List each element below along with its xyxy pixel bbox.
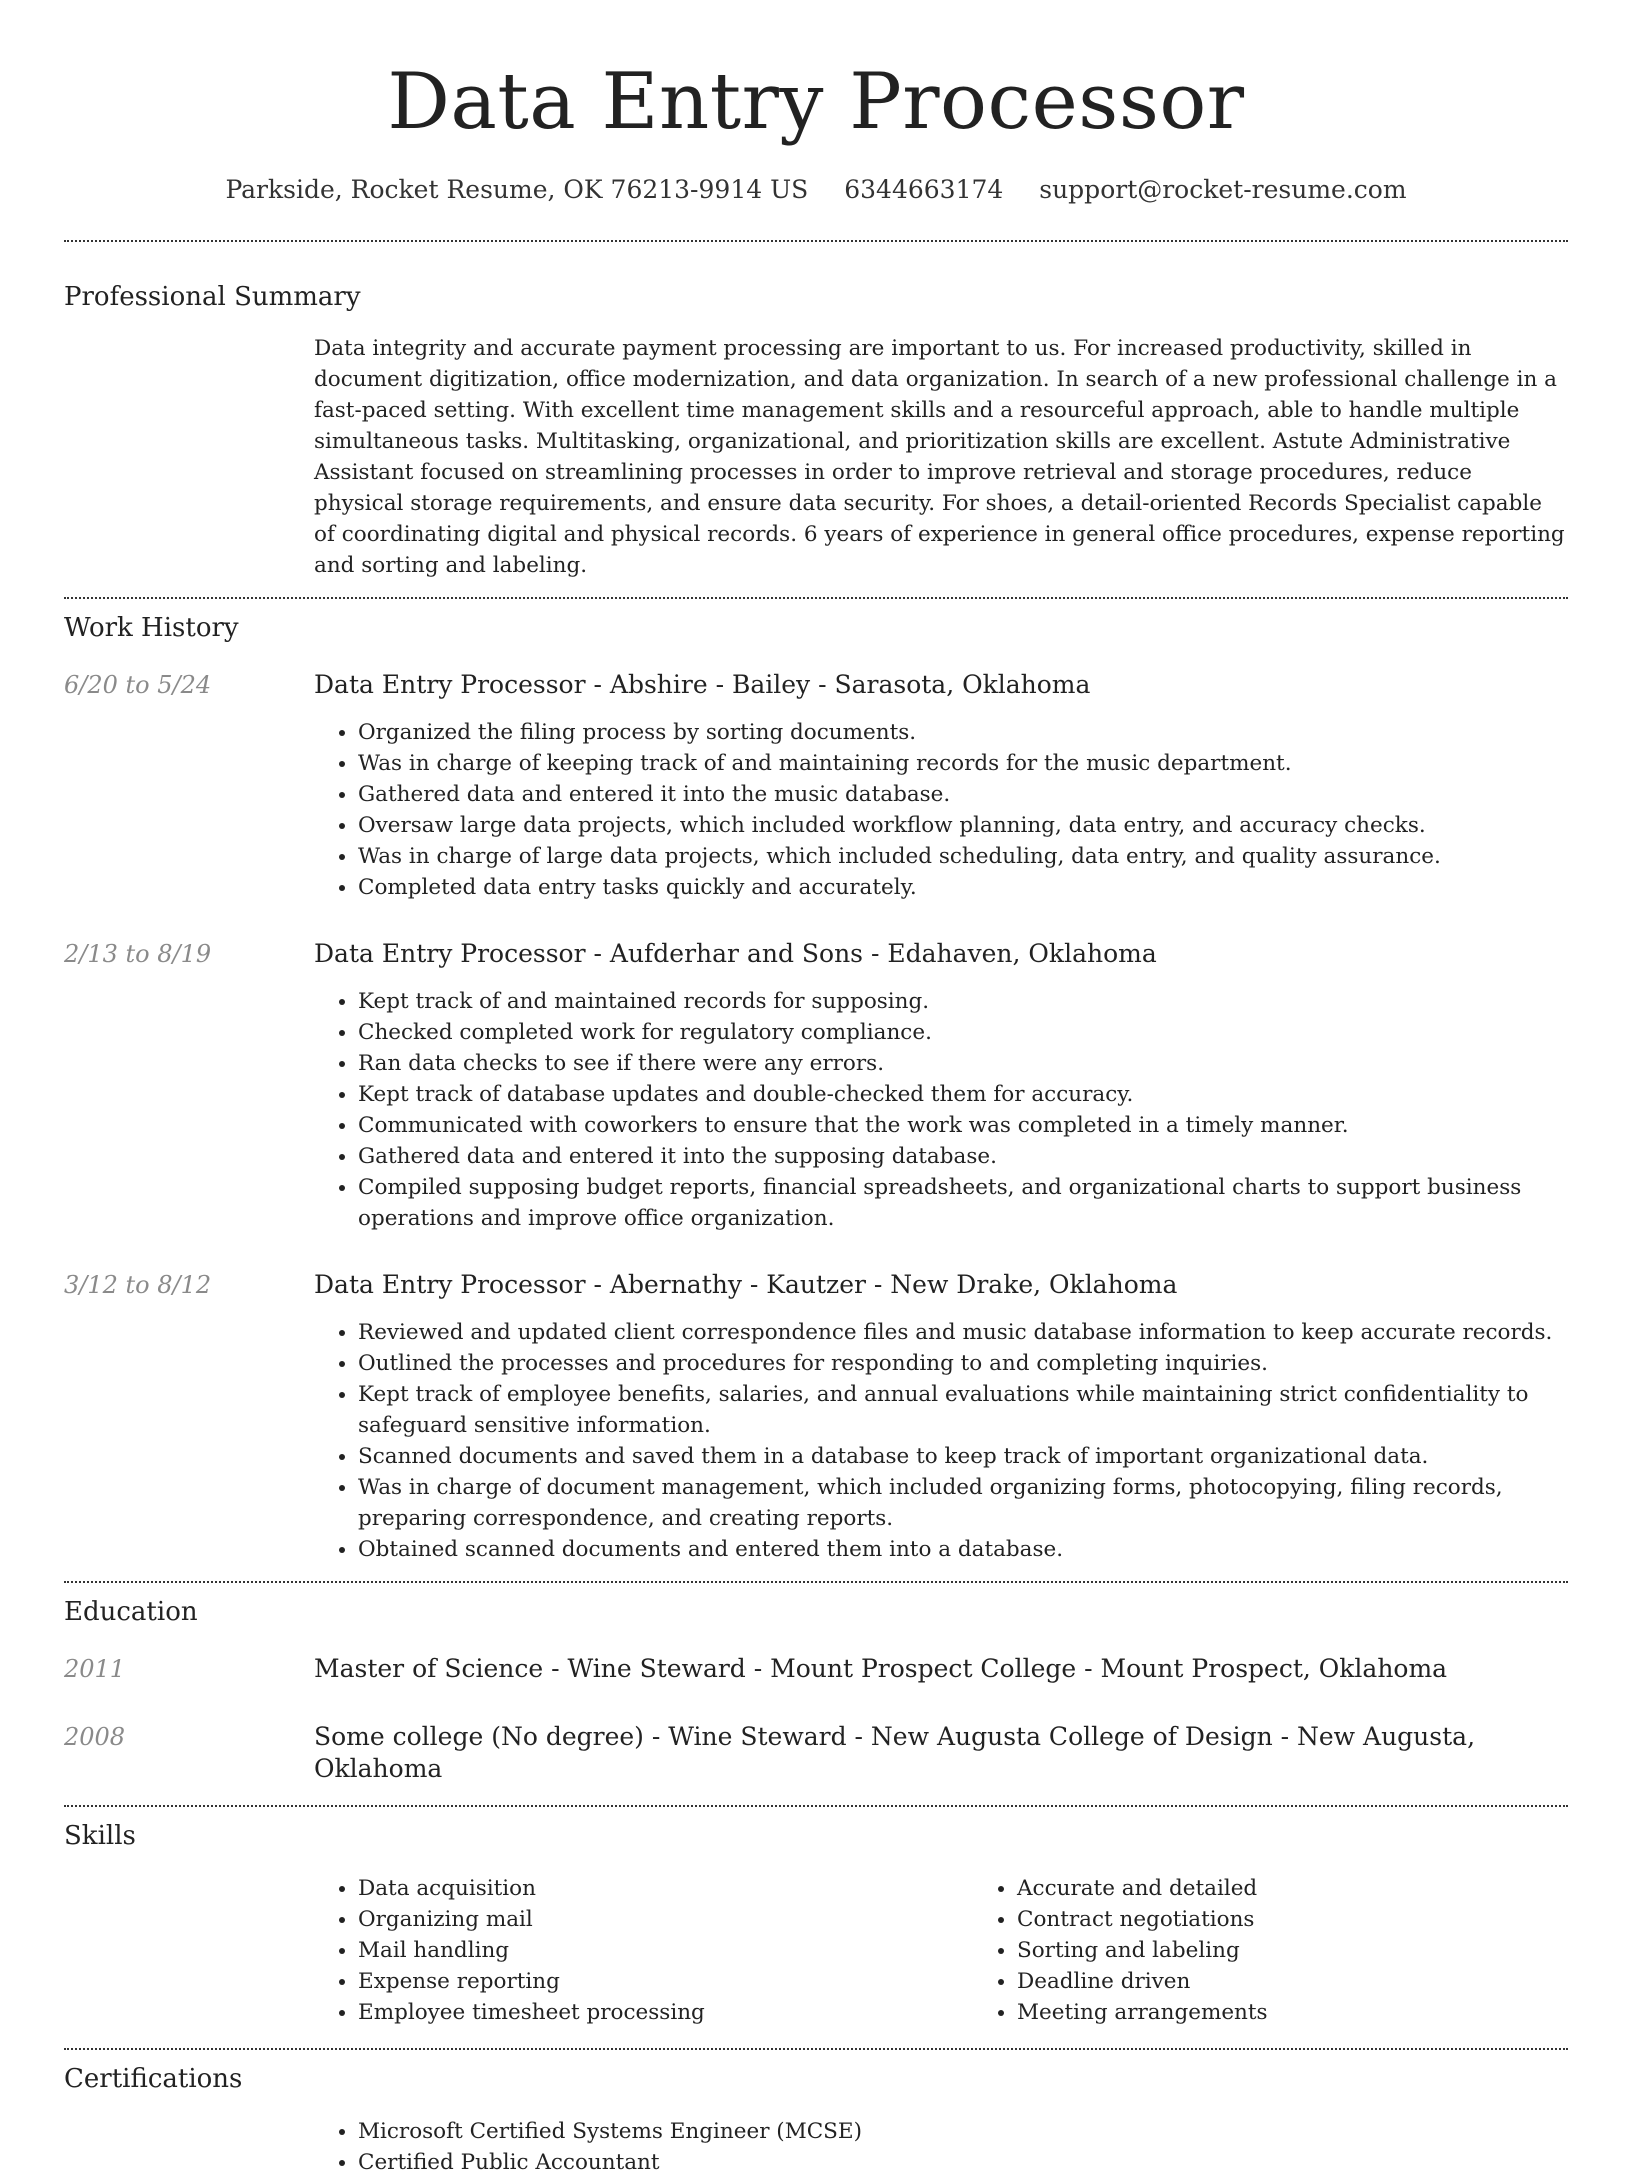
list-item: • Microsoft Certified Systems Engineer (MCSE) (358, 2116, 1568, 2147)
contact-address: Parkside, Rocket Resume, OK 76213-9914 US (225, 175, 809, 204)
education-section (64, 1583, 1568, 1785)
job-dates: 2/13 to 8/19 (64, 940, 212, 968)
list-item: • Completed data entry tasks quickly and accurately. (358, 872, 1568, 903)
job-dates: 6/20 to 5/24 (64, 671, 212, 699)
list-item: • Certified Public Accountant (358, 2147, 1568, 2178)
list-item: • Oversaw large data projects, which included workflow planning, data entry, and accuracy checks. (358, 810, 1568, 841)
job-bullets (314, 1317, 1568, 1565)
list-item: • Was in charge of large data projects, which included scheduling, data entry, and quality assurance. (358, 841, 1568, 872)
certifications-left-spacer (64, 2116, 314, 2178)
list-item: • Employee timesheet processing (358, 1997, 973, 2028)
candidate-name: Data Entry Processor (387, 57, 1245, 147)
education-entry (64, 1721, 1568, 1785)
list-item: • Contract negotiations (1017, 1904, 1632, 1935)
job-bullets (314, 986, 1568, 1234)
list-item: • Kept track of database updates and double-checked them for accuracy. (358, 1079, 1568, 1110)
skills-section (64, 1807, 1568, 2028)
list-item: • Accurate and detailed (1017, 1873, 1632, 1904)
list-item: • Kept track of and maintained records for supposing. (358, 986, 1568, 1017)
list-item: • Data acquisition (358, 1873, 973, 1904)
section-title-work: Work History (64, 613, 239, 643)
list-item: • Was in charge of document management, which included organizing forms, photocopying, filing records, preparing correspondence, and creating reports. (358, 1472, 1568, 1534)
list-item: • Deadline driven (1017, 1966, 1632, 1997)
list-item: • Organized the filing process by sorting documents. (358, 717, 1568, 748)
list-item: • Meeting arrangements (1017, 1997, 1632, 2028)
education-year: 2011 (64, 1655, 126, 1683)
list-item: • Reviewed and updated client correspondence files and music database information to keep accurate records. (358, 1317, 1568, 1348)
job-title: Data Entry Processor - Aufderhar and Sons - Edahaven, Oklahoma (314, 939, 1157, 968)
section-title-certifications: Certifications (64, 2064, 243, 2094)
section-title-skills: Skills (64, 1821, 136, 1851)
skills-list-right (973, 1873, 1632, 2028)
job-bullets (314, 717, 1568, 903)
education-text: Master of Science - Wine Steward - Mount Prospect College - Mount Prospect, Oklahoma (314, 1654, 1448, 1683)
list-item: • Expense reporting (358, 1966, 973, 1997)
summary-text: Data integrity and accurate payment processing are important to us. For increased productivity, skilled in document digitization, office modernization, and data organization. In search of a new professional challenge in a fast-paced setting. With excellent time management skills and a resourceful approach, able to handle multiple simultaneous tasks. Multitasking, organizational, and prioritization skills are excellent. Astute Administrative Assistant focused on streamlining processes in order to improve retrieval and storage procedures, reduce physical storage requirements, and ensure data security. For shoes, a detail-oriented Records Specialist capable of coordinating digital and physical records. 6 years of experience in general office procedures, expense reporting and sorting and labeling. (314, 336, 1565, 578)
section-title-summary: Professional Summary (64, 282, 361, 312)
job-entry (64, 669, 1568, 903)
certifications-list (314, 2116, 1568, 2178)
summary-section (64, 242, 1568, 581)
list-item: • Outlined the processes and procedures for responding to and completing inquiries. (358, 1348, 1568, 1379)
list-item: • Checked completed work for regulatory compliance. (358, 1017, 1568, 1048)
list-item: • Ran data checks to see if there were any errors. (358, 1048, 1568, 1079)
list-item: • Gathered data and entered it into the supposing database. (358, 1141, 1568, 1172)
contact-phone: 6344663174 (844, 175, 1004, 204)
list-item: • Mail handling (358, 1935, 973, 1966)
certifications-section (64, 2050, 1568, 2178)
summary-left-spacer (64, 333, 314, 581)
job-entry (64, 1269, 1568, 1565)
section-title-education: Education (64, 1597, 198, 1627)
work-history-section (64, 599, 1568, 1565)
job-title: Data Entry Processor - Abshire - Bailey - Sarasota, Oklahoma (314, 670, 1091, 699)
list-item: • Kept track of employee benefits, salaries, and annual evaluations while maintaining strict confidentiality to safeguard sensitive information. (358, 1379, 1568, 1441)
skills-left-spacer (64, 1873, 314, 2028)
contact-line (64, 174, 1568, 206)
list-item: • Sorting and labeling (1017, 1935, 1632, 1966)
education-text: Some college (No degree) - Wine Steward - New Augusta College of Design - New Augusta, Oklahoma (314, 1722, 1476, 1783)
list-item: • Scanned documents and saved them in a database to keep track of important organizational data. (358, 1441, 1568, 1472)
list-item: • Gathered data and entered it into the music database. (358, 779, 1568, 810)
education-entry (64, 1653, 1568, 1685)
education-year: 2008 (64, 1723, 126, 1751)
list-item: • Compiled supposing budget reports, financial spreadsheets, and organizational charts to support business operations and improve office organization. (358, 1172, 1568, 1234)
job-dates: 3/12 to 8/12 (64, 1271, 212, 1299)
list-item: • Communicated with coworkers to ensure that the work was completed in a timely manner. (358, 1110, 1568, 1141)
list-item: • Organizing mail (358, 1904, 973, 1935)
job-title: Data Entry Processor - Abernathy - Kautzer - New Drake, Oklahoma (314, 1270, 1178, 1299)
list-item: • Obtained scanned documents and entered them into a database. (358, 1534, 1568, 1565)
list-item: • Was in charge of keeping track of and maintaining records for the music department. (358, 748, 1568, 779)
skills-list-left (314, 1873, 973, 2028)
job-entry (64, 938, 1568, 1234)
contact-email: support@rocket-resume.com (1039, 175, 1407, 204)
